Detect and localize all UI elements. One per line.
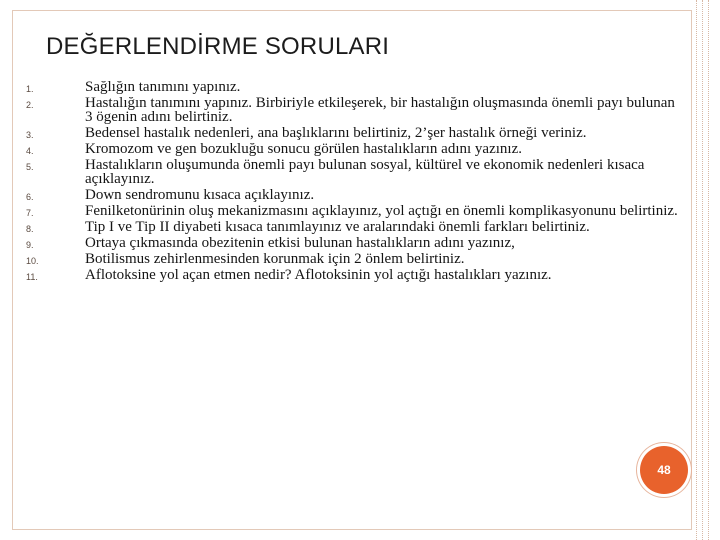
list-item <box>0 126 700 140</box>
item-number: 4. <box>26 146 34 157</box>
item-number: 9. <box>26 240 34 251</box>
list-item <box>0 142 700 156</box>
list-item <box>0 204 700 218</box>
page-number-badge <box>640 446 688 494</box>
item-number: 3. <box>26 130 34 141</box>
list-item <box>0 220 700 234</box>
item-number: 10. <box>26 256 39 267</box>
item-text: Bedensel hastalık nedenleri, ana başlıklarını belirtiniz, 2’şer hastalık örneği veriniz. <box>85 125 587 142</box>
item-text: Hastalığın tanımını yapınız. Birbiriyle etkileşerek, bir hastalığın oluşmasında önemli payı bulunan 3 ögenin adını belirtiniz. <box>85 95 675 126</box>
list-item <box>0 80 700 94</box>
list-item <box>0 236 700 250</box>
item-number: 5. <box>26 162 34 173</box>
item-text: Hastalıkların oluşumunda önemli payı bulunan sosyal, kültürel ve ekonomik nedenleri kısaca açıklayınız. <box>85 157 645 188</box>
item-number: 6. <box>26 192 34 203</box>
slide-title: DEĞERLENDİRME SORULARI <box>46 33 390 60</box>
item-text: Botilismus zehirlenmesinden korunmak için 2 önlem belirtiniz. <box>85 251 465 268</box>
list-item <box>0 96 700 124</box>
item-number: 11. <box>26 272 38 283</box>
page-number: 48 <box>657 463 671 477</box>
item-text: Down sendromunu kısaca açıklayınız. <box>85 187 315 204</box>
item-text: Tip I ve Tip II diyabeti kısaca tanımlayınız ve aralarındaki önemli farkları belirtiniz. <box>85 219 590 236</box>
item-number: 2. <box>26 100 34 110</box>
item-text: Ortaya çıkmasında obezitenin etkisi bulunan hastalıkların adını yazınız, <box>85 235 515 252</box>
item-text: Fenilketonürinin oluş mekanizmasını açıklayınız, yol açtığı en önemli komplikasyonunu belirtiniz. <box>85 203 678 220</box>
item-number: 1. <box>26 84 34 94</box>
item-number: 8. <box>26 224 34 235</box>
list-item <box>0 188 700 202</box>
list-item <box>0 252 700 266</box>
item-text: Kromozom ve gen bozukluğu sonucu görülen hastalıkların adını yazınız. <box>85 141 522 158</box>
question-list <box>0 80 700 283</box>
list-item <box>0 158 700 186</box>
item-text: Aflotoksine yol açan etmen nedir? Aflotoksinin yol açtığı hastalıkları yazınız. <box>85 267 552 284</box>
item-number: 7. <box>26 208 34 219</box>
list-item <box>0 268 700 282</box>
item-text: Sağlığın tanımını yapınız. <box>85 79 241 95</box>
